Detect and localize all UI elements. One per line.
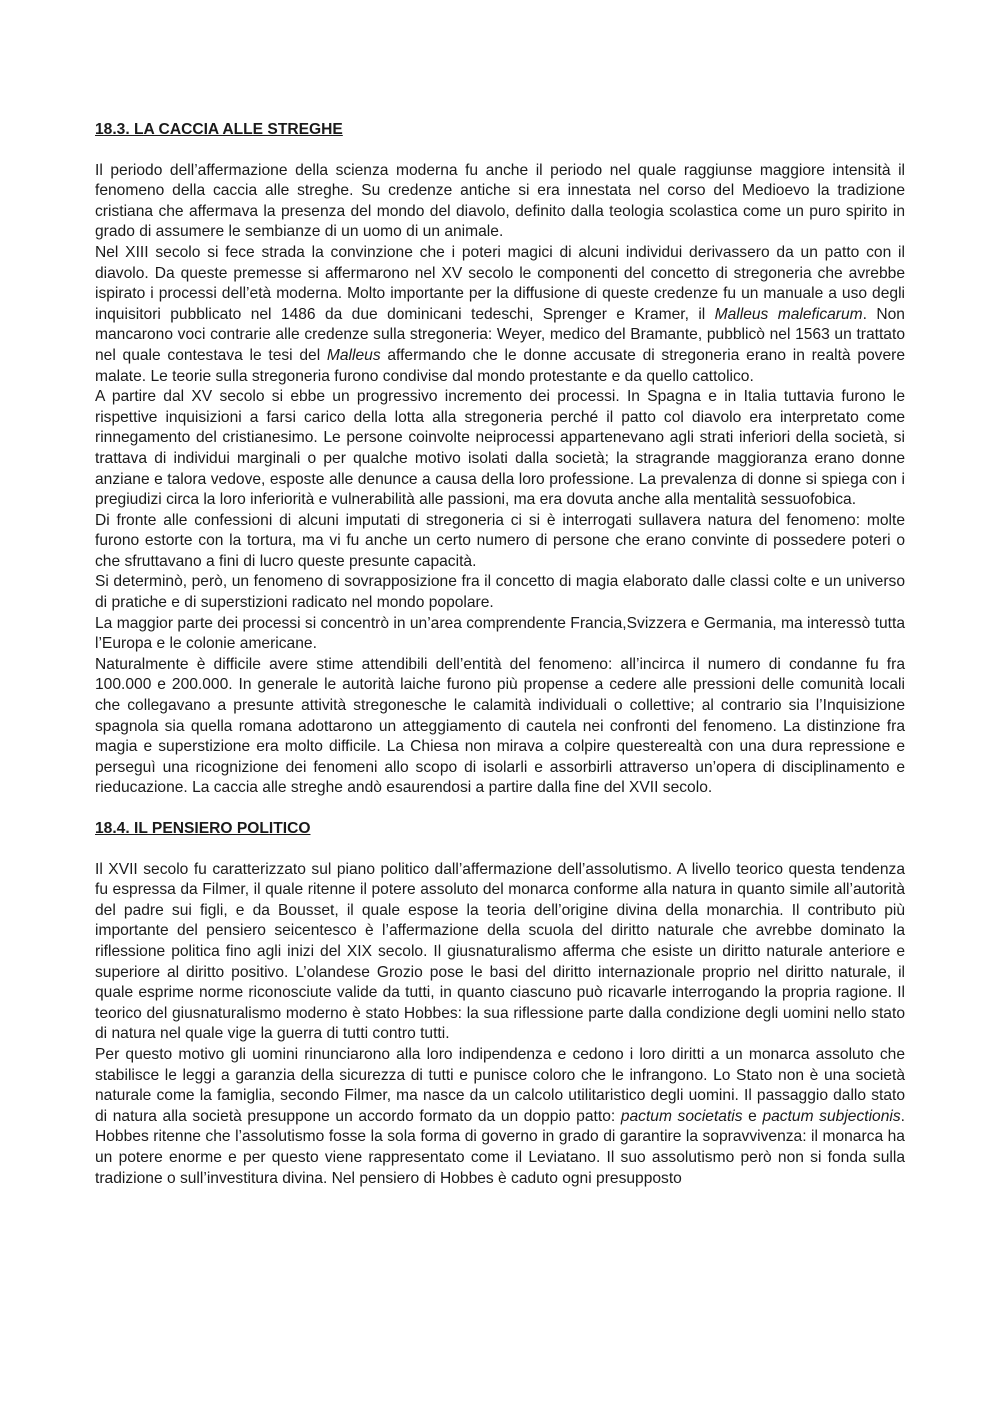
paragraph: Naturalmente è difficile avere stime attendibili dell’entità del fenomeno: all’incirca il numero di condanne fu fra 100.000 e 200.000. In generale le autorità laiche furono più propense a cedere alle pressioni delle comunità locali che collegavano a presunte attività stregonesche le calamità individuali o collettive; al contrario sia l’Inquisizione spagnola sia quella romana adottarono un atteggiamento di cautela nei confronti del fenomeno. La distinzione fra magia e superstizione era molto difficile. La Chiesa non mirava a colpire questerealtà con una dura repressione e perseguì una ricognizione dei fenomeni allo scopo di isolarli e assorbirli attraverso un’opera di disciplinamento e rieducazione. La caccia alle streghe andò esaurendosi a partire dalla fine del XVII secolo.: [95, 655, 905, 797]
italic-title: Malleus maleficarum: [714, 305, 863, 323]
text-run: Per questo motivo gli uomini rinunciarono alla loro indipendenza e cedono i loro diritti a un monarca assoluto che stabilisce le leggi a garanzia della sicurezza di tutti e punisce coloro che le infrangono. Lo Stato non è una società naturale come la famiglia, secondo Filmer, ma nasce da un calcolo utilitaristico degli uomini. Il passaggio dallo stato di natura alla società presuppone un accordo formato da un doppio patto:: [95, 1045, 905, 1125]
italic-term: pactum subjectionis: [762, 1107, 901, 1125]
italic-term: pactum societatis: [620, 1107, 743, 1125]
paragraph: Il periodo dell’affermazione della scienza moderna fu anche il periodo nel quale raggiunse maggiore intensità il fenomeno della caccia alle streghe. Su credenze antiche si era innestata nel corso del Medioevo la tradizione cristiana che affermava la presenza del mondo del diavolo, definito dalla teologia scolastica come un puro spirito in grado di assumere le sembianze di un uomo di un animale.: [95, 161, 905, 241]
text-run: Nel XIII secolo si fece strada la convinzione che i poteri magici di alcuni individui derivassero da un patto con il diavolo. Da queste premesse si affermarono nel XV secolo le componenti del concetto di stregoneria che avrebbe ispirato i processi dell’età moderna. Molto importante per la diffusione di queste credenze fu un manuale a uso degli inquisitori pubblicato nel 1486 da due dominicani tedeschi, Sprenger e Kramer, il: [95, 243, 905, 323]
text-run: . Non mancarono voci contrarie alle credenze sulla stregoneria: Weyer, medico del Bramante, pubblicò nel 1563 un trattato nel quale contestava le tesi del: [95, 305, 905, 364]
paragraph: A partire dal XV secolo si ebbe un progressivo incremento dei processi. In Spagna e in Italia tuttavia furono le rispettive inquisizioni a farsi carico della lotta alla stregoneria perché il patto col diavolo era interpretato come rinnegamento del cristianesimo. Le persone coinvolte neiprocessi appartenevano agli strati inferiori della società, si trattava di individui marginali o per qualche motivo isolati dalla società; la stragrande maggioranza erano donne anziane e talora vedove, esposte alle denunce a causa della loro professione. La prevalenza di donne si spiega con i pregiudizi circa la loro inferiorità e vulnerabilità alle passioni, ma era dovuta anche alla mentalità sessuofobica.: [95, 388, 905, 509]
paragraph: Di fronte alle confessioni di alcuni imputati di stregoneria ci si è interrogati sullavera natura del fenomeno: molte furono estorte con la tortura, ma vi fu anche un certo numero di persone che erano convinte di possedere poteri o che sfruttavano a fini di lucro queste presunte capacità.: [95, 511, 905, 570]
section-heading-pensiero-politico: 18.4. IL PENSIERO POLITICO: [95, 820, 311, 837]
italic-title: Malleus: [326, 346, 381, 364]
text-run: . Hobbes ritenne che l’assolutismo fosse la sola forma di governo in grado di garantire la sopravvivenza: il monarca ha un potere enorme e per questo viene rappresentato come il Leviatano. Il suo assolutismo però non si fonda sulla tradizione o sull’investitura divina. Nel pensiero di Hobbes è caduto ogni presupposto: [95, 1107, 905, 1187]
paragraph: [95, 1045, 905, 1189]
text-run: e: [742, 1107, 763, 1125]
section-heading-caccia-streghe: 18.3. LA CACCIA ALLE STREGHE: [95, 121, 343, 138]
paragraph: Il XVII secolo fu caratterizzato sul piano politico dall’affermazione dell’assolutismo. A livello teorico questa tendenza fu espressa da Filmer, il quale ritenne il potere assoluto del monarca conforme alla natura in quanto simile all’autorità del padre sui figli, e da Bousset, il quale espose la teoria dell’origine divina della monarchia. Il contributo più importante del pensiero seicentesco è l’affermazione della scuola del diritto naturale che avrebbe dominato la riflessione politica fino agli inizi del XIX secolo. Il giusnaturalismo afferma che esiste un diritto naturale anteriore e superiore al diritto positivo. L’olandese Grozio pose le basi del diritto internazionale proprio nel diritto naturale, il quale esprime norme riconosciute valide da tutti, in quanto ciascuno può ricavarle interrogando la propria ragione. Il teorico del giusnaturalismo moderno è stato Hobbes: la sua riflessione parte dalla condizione degli uomini nello stato di natura nel quale vige la guerra di tutti contro tutti.: [95, 860, 905, 1043]
text-run: affermando che le donne accusate di stregoneria erano in realtà povere malate. Le teorie sulla stregoneria furono condivise dal mondo protestante e da quello cattolico.: [95, 346, 906, 385]
paragraph: Si determinò, però, un fenomeno di sovrapposizione fra il concetto di magia elaborato dalle classi colte e un universo di pratiche e di superstizioni radicato nel mondo popolare.: [95, 573, 905, 612]
document-page: [95, 120, 905, 1189]
paragraph: La maggior parte dei processi si concentrò in un’area comprendente Francia,Svizzera e Germania, ma interessò tutta l’Europa e le colonie americane.: [95, 614, 905, 653]
paragraph: [95, 243, 905, 387]
